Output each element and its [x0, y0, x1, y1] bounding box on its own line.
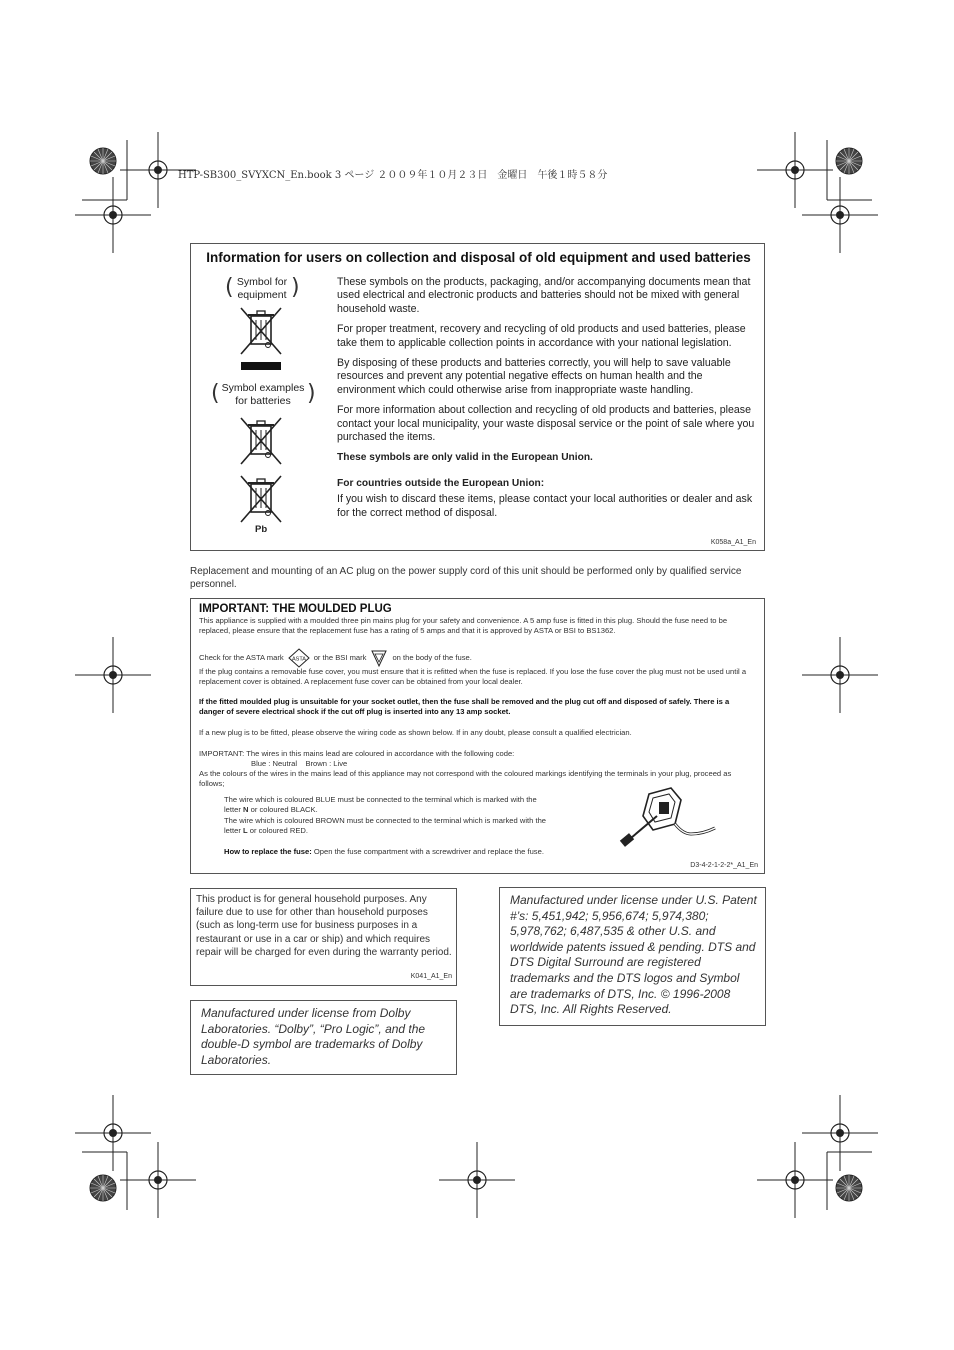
equipment-bar-icon [241, 362, 281, 370]
weee-code: K058a_A1_En [710, 539, 756, 546]
plug-wire-blue: The wire which is coloured BLUE must be connected to the terminal which is marked with the letter N or coloured BLACK. [224, 795, 537, 814]
dolby-text: Manufactured under license from Dolby Laboratories. “Dolby”, “Pro Logic”, and the double-D symbol are trademarks of Dolby Laboratories. [201, 1006, 426, 1067]
weee-outside-heading: For countries outside the European Union: [337, 477, 545, 489]
plug-paragraph: As the colours of the wires in the mains lead of this appliance may not correspond with the coloured markings identifying the terminals in your plug, proceed as follows; [199, 769, 732, 788]
dts-license-box [499, 887, 766, 1026]
plug-code: D3-4-2-1-2-2*_A1_En [690, 862, 758, 869]
svg-text:ASTA: ASTA [291, 656, 306, 663]
bsi-kitemark-icon [370, 648, 388, 668]
crossed-bin-equipment-icon [237, 306, 285, 358]
plug-paragraph: If a new plug is to be fitted, please observe the wiring code as shown below. If in any doubt, please consult a qualified electrician. [199, 728, 632, 737]
household-code: K041_A1_En [410, 973, 452, 980]
ac-plug-note: Replacement and mounting of an AC plug on the power supply cord of this unit should be performed only by qualified service personnel. [190, 566, 742, 590]
pb-label: Pb [255, 524, 268, 535]
weee-text-column [337, 276, 757, 527]
file-header-line: HTP-SB300_SVYXCN_En.book 3 ページ ２００９年１０月２３日 金曜日 午後１時５８分 [178, 170, 608, 181]
crossed-bin-battery-icon [237, 416, 285, 468]
weee-info-box [190, 243, 765, 551]
plug-paragraph: If the plug contains a removable fuse cover, you must ensure that it is refitted when the fuse is replaced. If you lose the fuse cover the plug must not be used until a replacement cover is obtained. A replacement fuse cover can be obtained from your local dealer. [199, 667, 747, 686]
weee-eu-only: These symbols are only valid in the European Union. [337, 452, 593, 464]
weee-paragraph: By disposing of these products and batteries correctly, you will help to save valuable resources and prevent any potential negative effects on human health and the environment which could otherwise arise from inappropriate waste handling. [337, 357, 731, 396]
plug-warning: If the fitted moulded plug is unsuitable for your socket outlet, then the fuse shall be removed and the plug cut off and disposed of safely. There is a danger of severe electrical shock if the cut off plug is inserted into any 13 amp socket. [199, 697, 730, 716]
plug-screwdriver-illustration-icon [619, 784, 719, 854]
plug-paragraph: IMPORTANT: The wires in this mains lead are coloured in accordance with the following code: [199, 749, 515, 758]
plug-check-line: Check for the ASTA mark ASTA or the BSI mark on the body of the fuse. [199, 648, 754, 668]
crossed-bin-battery-pb-icon [237, 474, 285, 526]
weee-paragraph: For proper treatment, recovery and recycling of old products and used batteries, please take them to applicable collection points in accordance with your national legislation. [337, 323, 746, 349]
plug-fuse-instructions: How to replace the fuse: Open the fuse compartment with a screwdriver and replace the fuse. [224, 847, 544, 856]
household-text: This product is for general household purposes. Any failure due to use for other than household purposes (such as long-term use for business purposes in a restaurant or use in a car or ship) and which requires repair will be charged for even during the warranty period. [196, 894, 452, 958]
weee-outside-text: If you wish to discard these items, please contact your local authorities or dealer and ask for the correct method of disposal. [337, 493, 753, 519]
symbol-equipment-label: ( ) Symbol for equipment [225, 275, 300, 301]
plug-wire-brown: The wire which is coloured BROWN must be connected to the terminal which is marked with the letter L or coloured RED. [224, 816, 547, 835]
household-purposes-box [190, 888, 457, 986]
weee-paragraph: For more information about collection and recycling of old products and batteries, please contact your local municipality, your waste disposal service or the point of sale where you purchased the items. [337, 404, 755, 444]
weee-title: Information for users on collection and disposal of old equipment and used batteries [206, 250, 751, 265]
symbol-batteries-label: ( ) Symbol examples for batteries [211, 381, 316, 407]
moulded-plug-box [190, 598, 765, 874]
dolby-license-box [190, 1000, 457, 1075]
plug-wire-code: Blue : Neutral Brown : Live [251, 759, 348, 768]
plug-title: IMPORTANT: THE MOULDED PLUG [199, 603, 392, 615]
dts-text: Manufactured under license under U.S. Patent #’s: 5,451,942; 5,956,674; 5,974,380; 5,978,762; 6,487,535 & other U.S. and worldwide patents issued & pending. DTS and DTS Digital Surround are registered trademarks and the DTS logos and Symbol are trademarks of DTS, Inc. © 1996-2008 DTS, Inc. All Rights Reserved. [510, 893, 757, 1017]
plug-paragraph: This appliance is supplied with a moulded three pin mains plug for your safety and convenience. A 5 amp fuse is fitted in this plug. Should the fuse need to be replaced, please ensure that the replacement fuse has a rating of 5 amps and that it is approved by ASTA or BSI to BS1362. [199, 616, 728, 635]
asta-mark-icon [288, 648, 310, 668]
weee-paragraph: These symbols on the products, packaging, and/or accompanying documents mean that used electrical and electronic products and batteries should not be mixed with general household waste. [337, 276, 751, 315]
